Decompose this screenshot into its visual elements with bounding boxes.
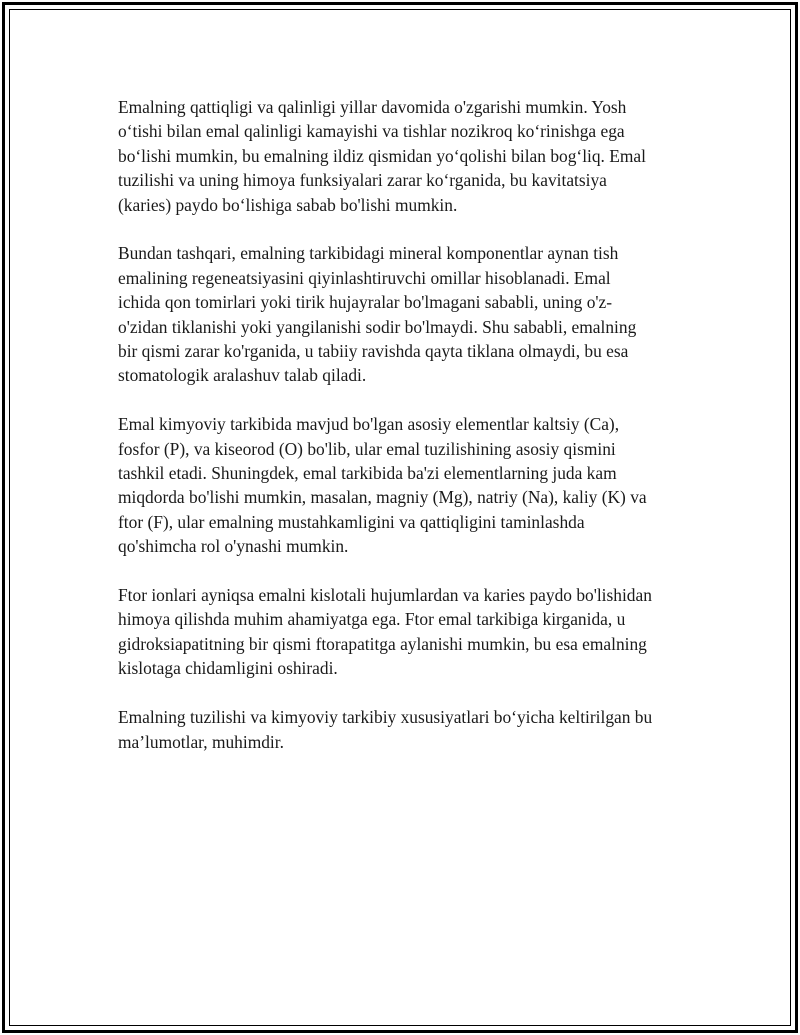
- text-line: kislotaga chidamligini oshiradi.: [118, 658, 338, 679]
- document-body: [118, 95, 698, 778]
- paragraph-2: [118, 241, 698, 387]
- text-line: fosfor (P), va kiseorod (O) bo'lib, ular emal tuzilishining asosiy qismini: [118, 438, 616, 459]
- text-line: Emal kimyoviy tarkibida mavjud bo'lgan asosiy elementlar kaltsiy (Ca),: [118, 414, 620, 435]
- text-line: Emalning qattiqligi va qalinligi yillar davomida o'zgarishi mumkin. Yosh: [118, 97, 627, 117]
- text-line: Emalning tuzilishi va kimyoviy tarkibiy xususiyatlari bo‘yicha keltirilgan bu: [118, 707, 653, 728]
- paragraph-4: [118, 583, 698, 681]
- text-line: miqdorda bo'lishi mumkin, masalan, magniy (Mg), natriy (Na), kaliy (K) va: [118, 487, 647, 508]
- text-line: bir qismi zarar ko'rganida, u tabiiy ravishda qayta tiklana olmaydi, bu esa: [118, 341, 629, 362]
- text-line: o'zidan tiklanishi yoki yangilanishi sodir bo'lmaydi. Shu sababli, emalning: [118, 316, 637, 337]
- text-line: ichida qon tomirlari yoki tirik hujayralar bo'lmagani sababli, uning o'z-: [118, 292, 613, 313]
- paragraph-3: [118, 412, 698, 558]
- document-page: [2, 2, 798, 1033]
- text-line: gidroksiapatitning bir qismi ftorapatitga aylanishi mumkin, bu esa emalning: [118, 633, 647, 654]
- text-line: tuzilishi va uning himoya funksiyalari zarar ko‘rganida, bu kavitatsiya: [118, 170, 607, 191]
- text-line: bo‘lishi mumkin, bu emalning ildiz qismidan yo‘qolishi bilan bog‘liq. Emal: [118, 145, 646, 166]
- text-line: ftor (F), ular emalning mustahkamligini va qattiqligini taminlashda: [118, 511, 585, 532]
- text-line: Ftor ionlari ayniqsa emalni kislotali hujumlardan va karies paydo bo'lishidan: [118, 585, 652, 606]
- text-line: himoya qilishda muhim ahamiyatga ega. Ftor emal tarkibiga kirganida, u: [118, 609, 626, 630]
- text-line: emalining regeneatsiyasini qiyinlashtiruvchi omillar hisoblanadi. Emal: [118, 267, 611, 288]
- text-line: (karies) paydo bo‘lishiga sabab bo'lishi mumkin.: [118, 194, 458, 215]
- text-line: ma’lumotlar, muhimdir.: [118, 731, 284, 752]
- text-line: tashkil etadi. Shuningdek, emal tarkibida ba'zi elementlarning juda kam: [118, 463, 617, 484]
- paragraph-5: [118, 705, 698, 754]
- text-line: qo'shimcha rol o'ynashi mumkin.: [118, 536, 349, 557]
- paragraph-1: [118, 95, 698, 217]
- text-line: o‘tishi bilan emal qalinligi kamayishi va tishlar nozikroq ko‘rinishga ega: [118, 121, 625, 142]
- text-line: stomatologik aralashuv talab qiladi.: [118, 365, 367, 386]
- text-line: Bundan tashqari, emalning tarkibidagi mineral komponentlar aynan tish: [118, 243, 619, 264]
